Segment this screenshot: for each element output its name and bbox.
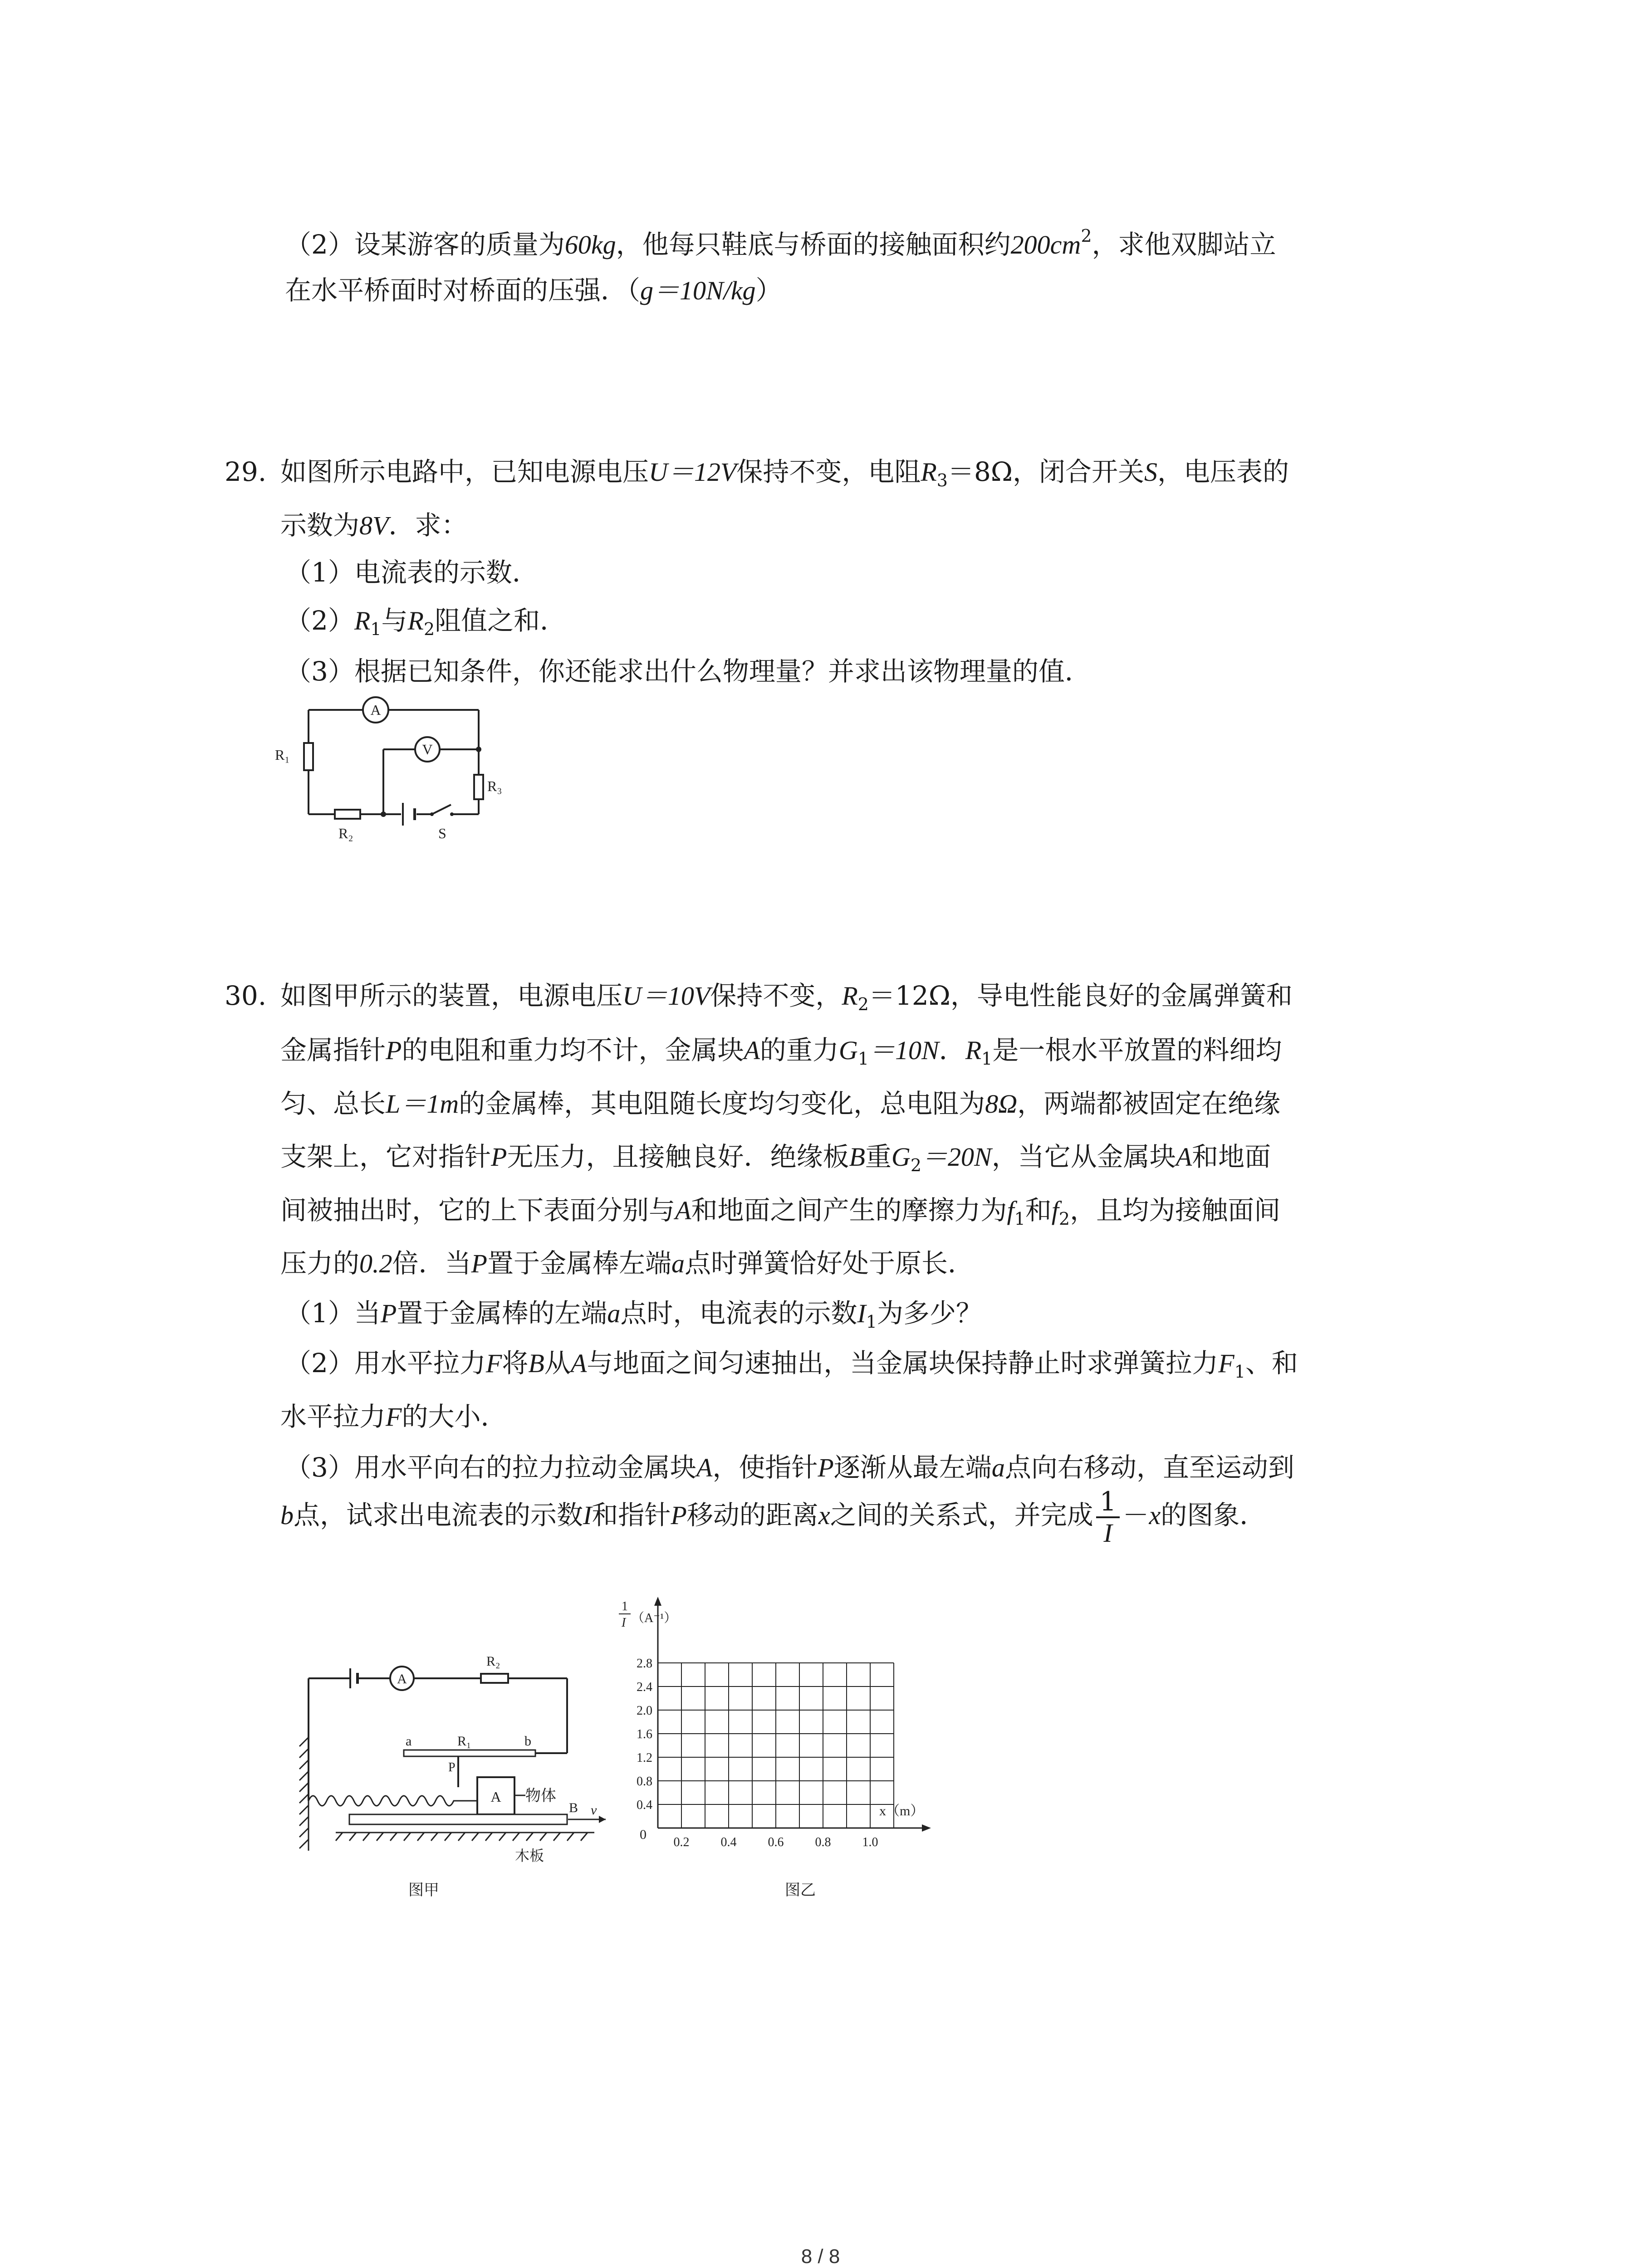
q29-junction-dot xyxy=(476,747,481,752)
q29-ammeter-label: A xyxy=(370,702,381,718)
q29-line2: 示数为8V．求： xyxy=(280,510,468,541)
q29-r2-resistor xyxy=(335,810,360,819)
q30-line1: 如图甲所示的装置，电源电压U＝10V保持不变，$R_2=12\Omega$，导电性能良好的金属弹簧和 xyxy=(280,980,1293,1014)
jia-caption: 图甲 xyxy=(408,1882,439,1899)
x-tick-label: 0.6 xyxy=(768,1835,784,1849)
jia-r2-label: R₂ xyxy=(486,1654,500,1669)
jia-velocity-label: v xyxy=(591,1803,597,1818)
q29-part1: （1）电流表的示数． xyxy=(285,557,539,588)
y-tick-label: 1.2 xyxy=(637,1751,652,1765)
y-tick-label: 0.8 xyxy=(637,1774,652,1789)
x-tick-label: 0.2 xyxy=(673,1835,690,1849)
q30-part2-line2: 水平拉力F的大小． xyxy=(280,1401,507,1432)
y-tick-label: 0.4 xyxy=(637,1798,652,1812)
jia-block-a-label: A xyxy=(490,1789,501,1805)
q29-junction-dot xyxy=(381,811,386,817)
yi-x-label: x（m） xyxy=(879,1804,924,1818)
q29-r3-resistor xyxy=(474,775,483,799)
q30-part3-line2: b点，试求出电流表的示数I和指针P移动的距离x之间的关系式，并完成 $\frac{1}{I}$ －x的图象． xyxy=(280,1486,1266,1548)
y-tick-label: 2.4 xyxy=(637,1680,652,1694)
q30-figure-jia xyxy=(268,1633,635,1905)
x-axis-arrow xyxy=(922,1824,931,1832)
q30-line6: 压力的0.2倍．当P置于金属棒左端a点时弹簧恰好处于原长． xyxy=(280,1248,974,1279)
q30-figure-yi-graph xyxy=(608,1592,953,1905)
q29-switch-contact xyxy=(450,812,454,816)
jia-board-b xyxy=(349,1814,567,1824)
jia-point-b-label: b xyxy=(524,1734,531,1749)
page-number: 8 / 8 xyxy=(801,2245,840,2268)
q28-part2-line2: 在水平桥面时对桥面的压强．（g＝10N/kg） xyxy=(285,275,782,306)
yi-caption: 图乙 xyxy=(785,1882,816,1899)
jia-r1-rod xyxy=(404,1750,535,1756)
q30-number: 30. xyxy=(225,980,267,1011)
q29-r3-label: R₃ xyxy=(487,778,502,794)
q29-voltmeter-label: V xyxy=(422,741,433,758)
y-tick-label: 2.0 xyxy=(637,1704,652,1718)
yi-origin-label: 0 xyxy=(640,1827,647,1842)
q29-switch-label: S xyxy=(438,825,446,841)
jia-pointer-p-label: P xyxy=(448,1760,456,1774)
y-axis-arrow xyxy=(654,1597,661,1606)
q29-part2: $(2)R_1$与$R_2$阻值之和． xyxy=(285,605,567,639)
jia-spring xyxy=(309,1796,477,1806)
yi-y-label-numerator: 1 xyxy=(622,1599,628,1613)
x-tick-label: 0.4 xyxy=(720,1835,737,1849)
yi-y-unit: （A⁻¹） xyxy=(632,1611,677,1625)
q29-number: 29. xyxy=(225,456,267,487)
q29-r1-label: R₁ xyxy=(275,747,290,763)
jia-ammeter-label: A xyxy=(397,1672,407,1686)
ground-hatching xyxy=(336,1833,594,1841)
yi-y-label-denominator: I xyxy=(622,1616,626,1630)
q30-part3-line1: （3）用水平向右的拉力拉动金属块A，使指针P逐渐从最左端a点向右移动，直至运动到 xyxy=(285,1452,1294,1483)
jia-point-a-label: a xyxy=(406,1734,412,1749)
jia-board-b-label: B xyxy=(569,1800,578,1815)
one-over-i-fraction: $\frac{1}{I}$ xyxy=(1096,1488,1120,1546)
q30-part2-line1: （2）用水平拉力F将B从A与地面之间匀速抽出，当金属块保持静止时求弹簧拉力$F_1$、和 xyxy=(285,1348,1298,1382)
q29-line1: 如图所示电路中，已知电源电压U＝12V保持不变，电阻$R_3=8\Omega$，闭合开关S，电压表的 xyxy=(280,456,1289,490)
jia-board-label: 木板 xyxy=(515,1848,544,1864)
q28-part2-line1: （2）设某游客的质量为60kg，他每只鞋底与桥面的接触面积约$200cm^2$，求他双脚站立 xyxy=(285,226,1276,260)
q29-switch-blade xyxy=(432,805,451,814)
jia-object-label: 物体 xyxy=(525,1788,556,1804)
q30-line2: 金属指针P的电阻和重力均不计，金属块A的重力$G_1=10N$．$R_1$是一根水平放置的料细均 xyxy=(280,1035,1282,1069)
q29-circuit-diagram xyxy=(272,694,526,848)
x-tick-label: 1.0 xyxy=(862,1835,878,1849)
q29-part3: （3）根据已知条件，你还能求出什么物理量？并求出该物理量的值． xyxy=(285,656,1091,687)
jia-r1-label: R₁ xyxy=(457,1734,471,1749)
q30-line4: 支架上，它对指针P无压力，且接触良好．绝缘板B重$G_2=20N$，当它从金属块A和地面 xyxy=(280,1141,1271,1175)
jia-r2-resistor xyxy=(481,1674,508,1683)
y-tick-label: 2.8 xyxy=(637,1657,652,1671)
q29-r2-label: R₂ xyxy=(338,825,353,841)
q29-r1-resistor xyxy=(304,743,313,770)
y-tick-label: 1.6 xyxy=(637,1727,652,1741)
q30-line5: 间被抽出时，它的上下表面分别与A和地面之间产生的摩擦力为$f_1$和$f_2$，且均为接触面间 xyxy=(280,1195,1281,1229)
q30-line3: 匀、总长L＝1m的金属棒，其电阻随长度均匀变化，总电阻为8Ω，两端都被固定在绝缘 xyxy=(280,1088,1281,1119)
wall-hatching xyxy=(299,1733,309,1851)
x-tick-label: 0.8 xyxy=(815,1835,831,1849)
q30-part1: （1）当P置于金属棒的左端a点时，电流表的示数$I_1$为多少？ xyxy=(285,1298,982,1332)
